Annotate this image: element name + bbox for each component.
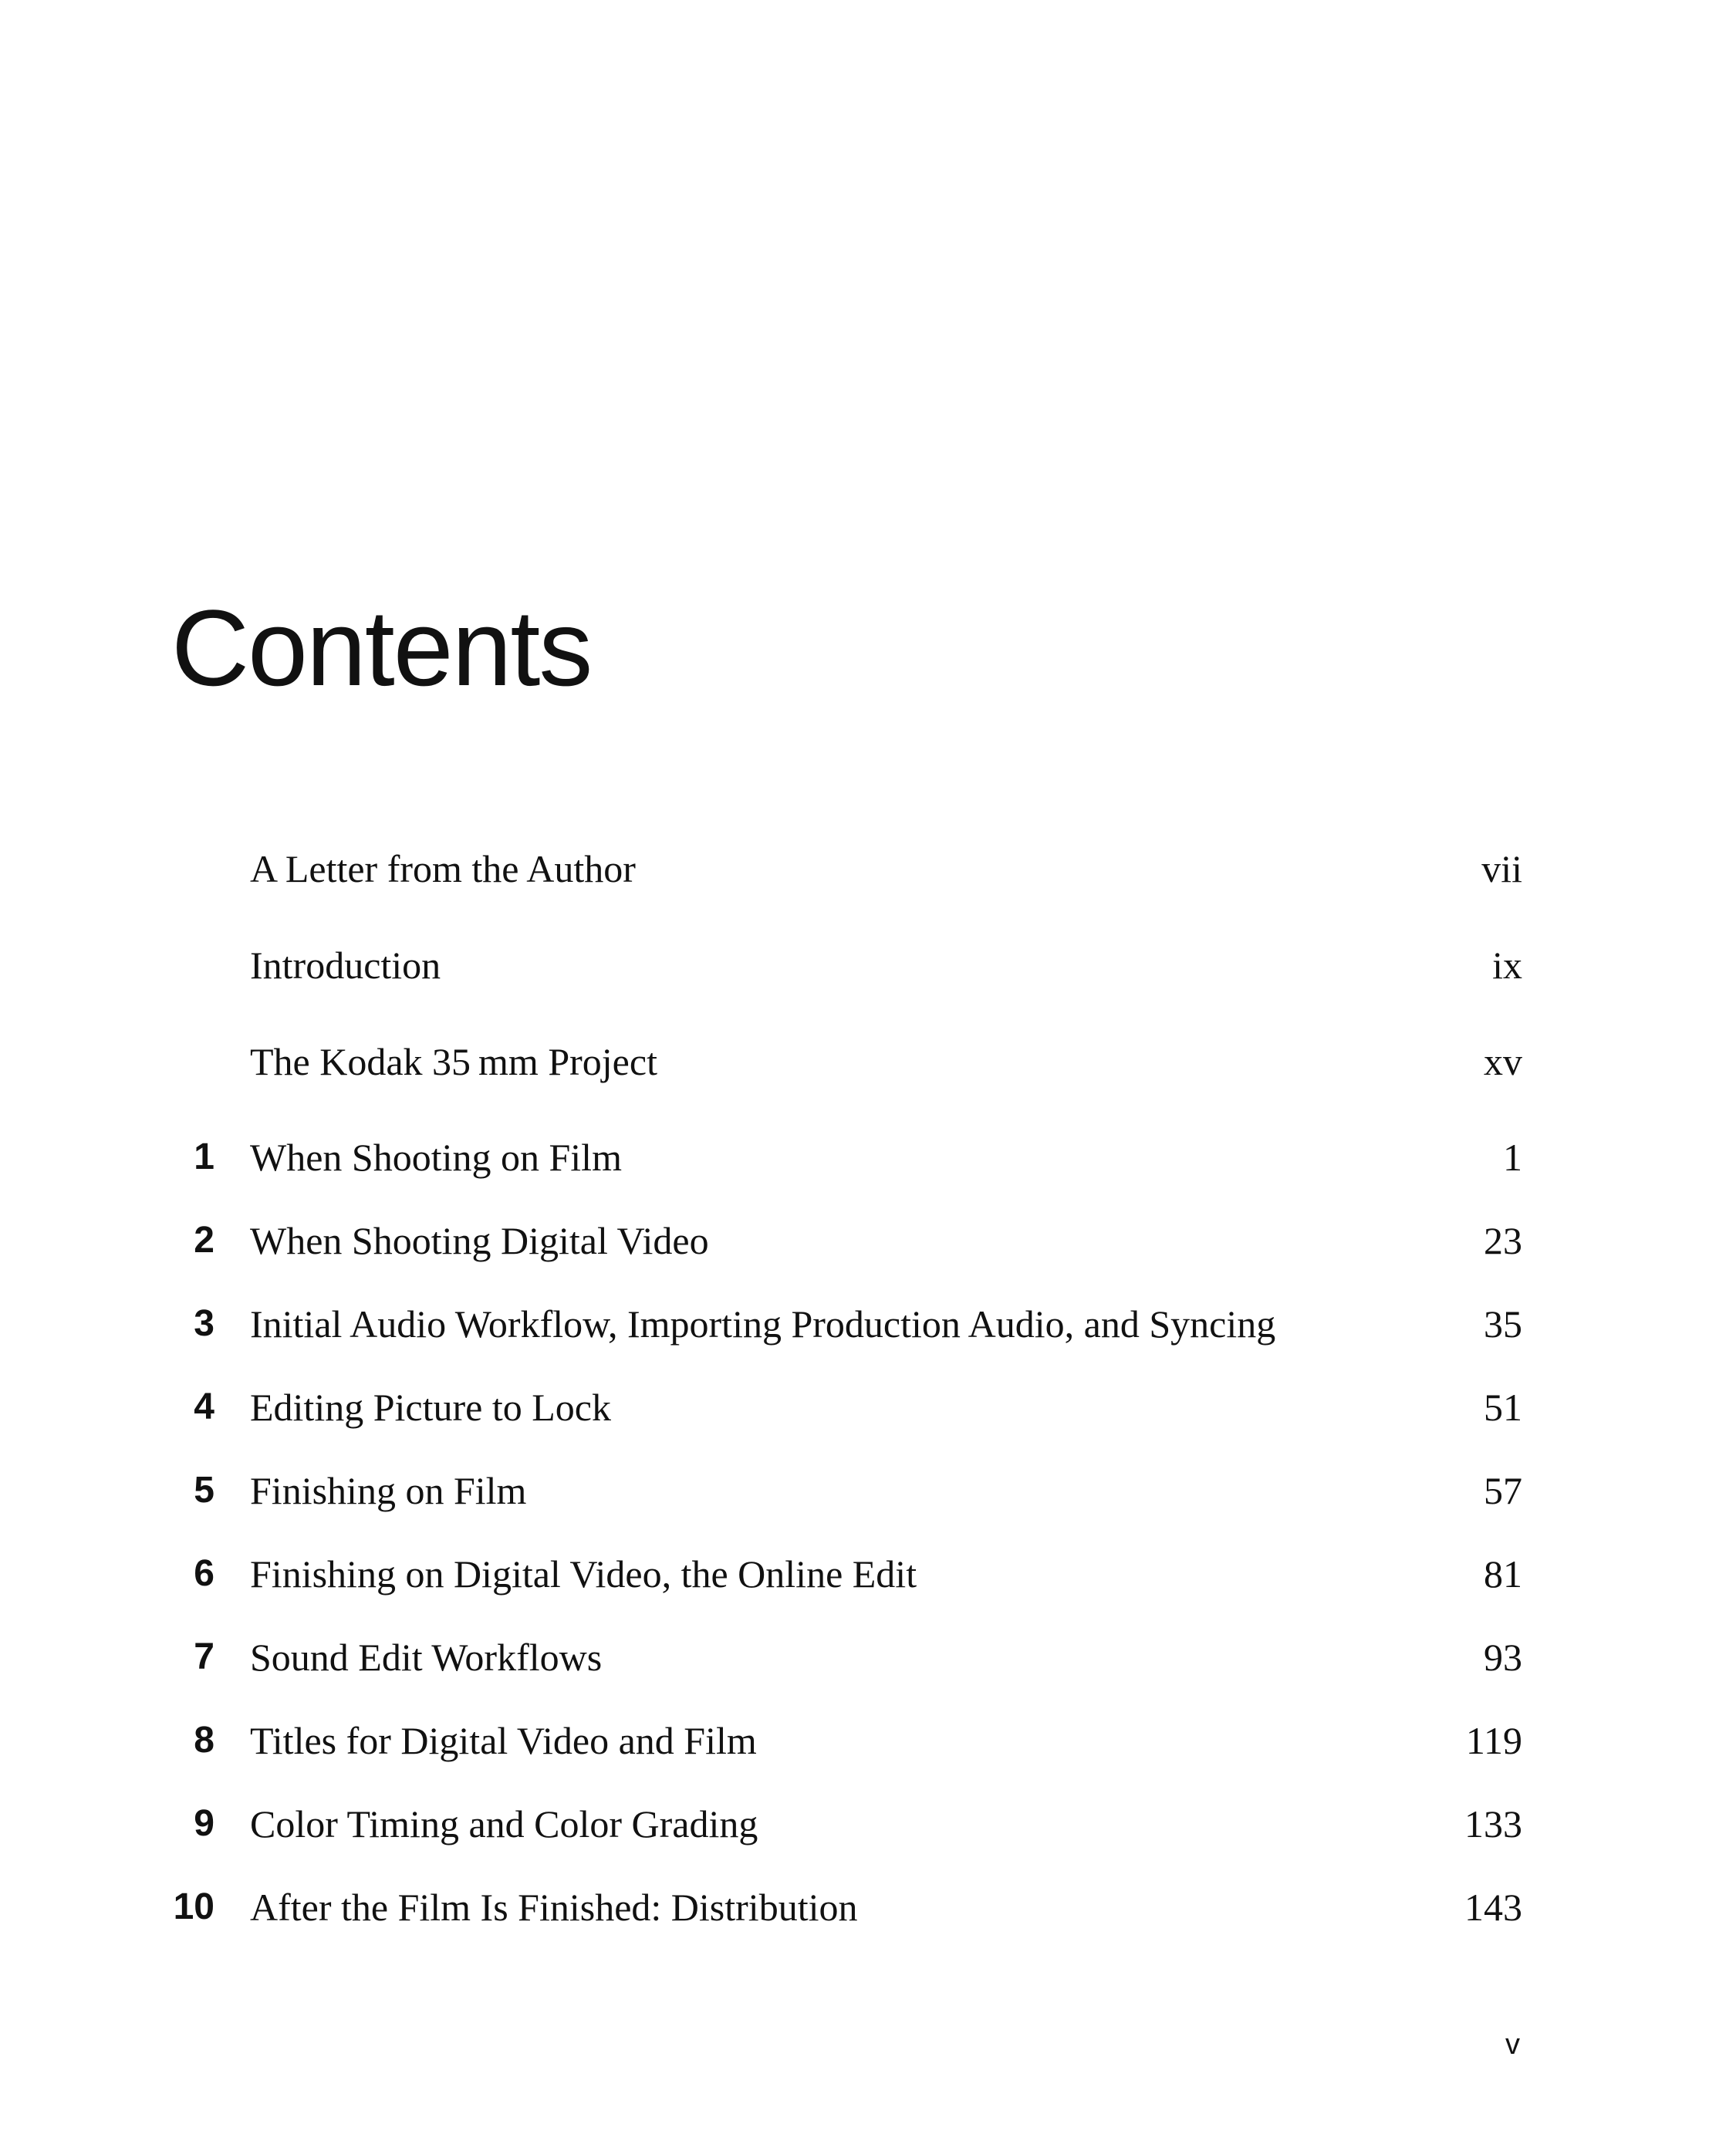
- page-number: xv: [1484, 1040, 1522, 1083]
- entry-title: Color Timing and Color Grading: [250, 1802, 758, 1846]
- entry-title: Initial Audio Workflow, Importing Production Audio, and Syncing: [250, 1302, 1276, 1346]
- page-number: 1: [1503, 1136, 1522, 1179]
- toc-entry-chapter-1[interactable]: [0, 1126, 1736, 1188]
- page-folio: v: [1505, 2028, 1520, 2061]
- toc-entry-chapter-7[interactable]: [0, 1626, 1736, 1688]
- toc-entry-chapter-5[interactable]: [0, 1460, 1736, 1521]
- chapter-number: 10: [173, 1886, 214, 1927]
- chapter-number: 1: [194, 1136, 214, 1177]
- page-number: 51: [1484, 1386, 1522, 1429]
- page-number: 93: [1484, 1636, 1522, 1679]
- entry-title: Introduction: [250, 944, 441, 987]
- chapter-number: 5: [194, 1470, 214, 1511]
- entry-title: Sound Edit Workflows: [250, 1636, 603, 1679]
- page-number: 35: [1484, 1302, 1522, 1346]
- chapter-number: 9: [194, 1803, 214, 1844]
- toc-entry-chapter-10[interactable]: [0, 1876, 1736, 1938]
- page-number: vii: [1481, 847, 1522, 890]
- toc-entry-chapter-8[interactable]: [0, 1710, 1736, 1771]
- entry-title: Editing Picture to Lock: [250, 1386, 611, 1429]
- chapter-number: 8: [194, 1720, 214, 1761]
- page-number: 133: [1464, 1802, 1522, 1846]
- entry-title: Finishing on Digital Video, the Online Edit: [250, 1552, 917, 1596]
- page-number: 81: [1484, 1552, 1522, 1596]
- chapter-number: 2: [194, 1220, 214, 1261]
- chapter-number: 7: [194, 1636, 214, 1677]
- entry-title: When Shooting Digital Video: [250, 1219, 709, 1262]
- entry-title: A Letter from the Author: [250, 847, 636, 890]
- toc-entry-chapter-3[interactable]: [0, 1293, 1736, 1355]
- page-title: Contents: [171, 587, 592, 708]
- entry-title: Finishing on Film: [250, 1469, 527, 1512]
- toc-entry-introduction[interactable]: [0, 934, 1736, 996]
- page-number: 23: [1484, 1219, 1522, 1262]
- page-number: ix: [1492, 944, 1522, 987]
- toc-entry-chapter-6[interactable]: [0, 1543, 1736, 1605]
- entry-title: When Shooting on Film: [250, 1136, 622, 1179]
- page-number: 143: [1464, 1886, 1522, 1929]
- chapter-number: 6: [194, 1553, 214, 1594]
- toc-entry-chapter-9[interactable]: [0, 1793, 1736, 1855]
- chapter-number: 3: [194, 1303, 214, 1344]
- chapter-number: 4: [194, 1386, 214, 1427]
- toc-entry-chapter-2[interactable]: [0, 1210, 1736, 1271]
- toc-entry-letter-from-author[interactable]: [0, 838, 1736, 900]
- toc-entry-chapter-4[interactable]: [0, 1376, 1736, 1438]
- entry-title: The Kodak 35 mm Project: [250, 1040, 657, 1083]
- page-number: 119: [1465, 1719, 1522, 1762]
- page-number: 57: [1484, 1469, 1522, 1512]
- entry-title: After the Film Is Finished: Distribution: [250, 1886, 858, 1929]
- toc-entry-kodak-project[interactable]: [0, 1031, 1736, 1092]
- entry-title: Titles for Digital Video and Film: [250, 1719, 757, 1762]
